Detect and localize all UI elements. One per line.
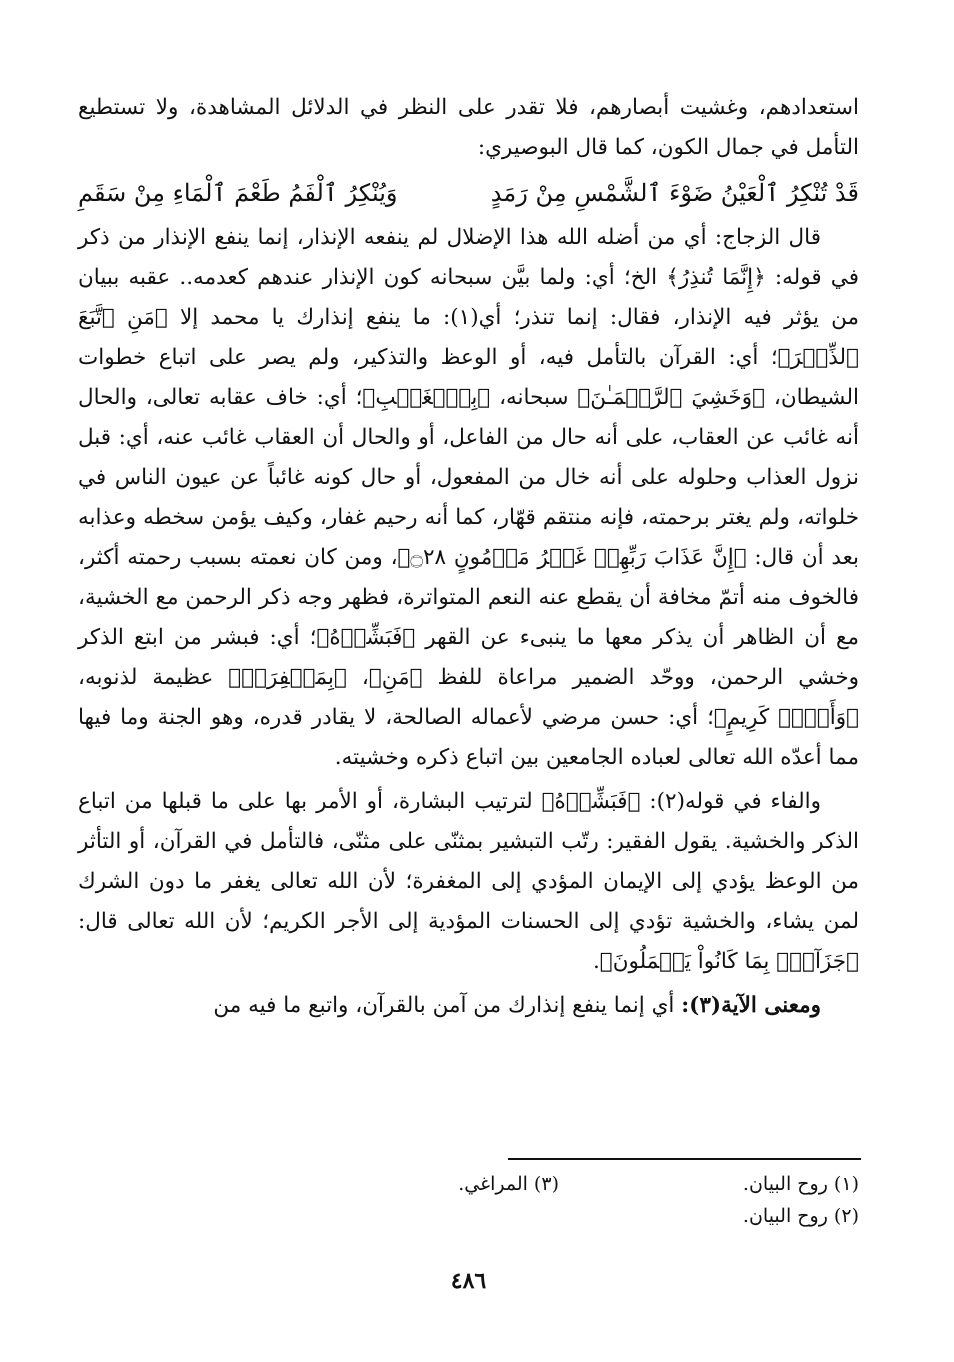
poetry-verse [78, 170, 859, 216]
paragraph-intro: استعدادهم، وغشيت أبصارهم، فلا تقدر على النظر في الدلائل المشاهدة، ولا تستطيع التأمل في جمال الكون، كما قال البوصيري: [78, 95, 859, 160]
footnote-3: (٣) المراغي. [458, 1173, 559, 1195]
verse-first-hemistich: قَدْ تُنْكِرُ ٱلْعَيْنُ ضَوْءَ ٱلشَّمْسِ مِنْ رَمَدٍ [490, 179, 859, 207]
page-number: ٤٨٦ [450, 1268, 487, 1294]
footnote-divider [508, 1158, 861, 1160]
footnote-1: (١) روح البيان. [742, 1173, 859, 1195]
paragraph-fa: والفاء في قوله(٢): ﴿فَبَشِّرۡهُ﴾ لترتيب البشارة، أو الأمر بها على ما قبلها من اتباع الذكر والخشية. يقول الفقير: رتّب التبشير بمثنّى على مثنّى، فالتأمل في القرآن، أو التأثر من الوعظ يؤدي إلى الإيمان المؤدي إلى المغفرة؛ لأن الله تعالى يغفر ما دون الشرك لمن يشاء، والخشية تؤدي إلى الحسنات المؤدية إلى الأجر الكريم؛ لأن الله تعالى قال: ﴿جَزَآءَۢ بِمَا كَانُواْ يَعۡمَلُونَ﴾. [78, 789, 859, 974]
page-body [78, 88, 859, 1302]
meaning-text: أي إنما ينفع إنذارك من آمن بالقرآن، واتبع ما فيه من [213, 993, 675, 1018]
footnotes [78, 1168, 859, 1232]
meaning-lead: ومعنى الآية(٣): [681, 993, 821, 1018]
footnote-2: (٢) روح البيان. [742, 1205, 859, 1227]
verse-second-hemistich: وَيُنْكِرُ ٱلْفَمُ طَعْمَ ٱلْمَاءِ مِنْ سَقَمِ [78, 179, 398, 207]
paragraph-meaning [78, 986, 859, 1026]
paragraph-zajjaj: قال الزجاج: أي من أضله الله هذا الإضلال لم ينفعه الإنذار، إنما ينفع الإنذار من ذكر في قوله: ﴿إِنَّمَا تُنذِرُ﴾ الخ؛ أي: ولما بيَّن سبحانه كون الإنذار عندهم كعدمه.. عقبه ببيان من يؤثر فيه الإنذار، فقال: إنما تنذر؛ أي(١): ما ينفع إنذارك يا محمد إلا ﴿مَنِ ٱتَّبَعَ ٱلذِّكۡرَ﴾؛ أي: القرآن بالتأمل فيه، أو الوعظ والتذكير، ولم يصر على اتباع خطوات الشيطان، ﴿وَخَشِيَ ٱلرَّحۡمَـٰنَ﴾ سبحانه، ﴿بِٱلۡغَيۡبِ﴾؛ أي: خاف عقابه تعالى، والحال أنه غائب عن العقاب، على أنه حال من الفاعل، أو والحال أن العقاب غائب عنه، أي: قبل نزول العذاب وحلوله على أنه خال من المفعول، أو حال كونه غائباً عن عيون الناس في خلواته، ولم يغتر برحمته، فإنه منتقم قهّار، كما أنه رحيم غفار، وكيف يؤمن سخطه وعذابه بعد أن قال: ﴿إِنَّ عَذَابَ رَبِّهِمۡ غَيۡرُ مَأۡمُونٍ ۝٢٨﴾، ومن كان نعمته بسبب رحمته أكثر، فالخوف منه أتمّ مخافة أن يقطع عنه النعم المتواترة، فظهر وجه ذكر الرحمن مع الخشية، مع أن الظاهر أن يذكر معها ما ينبىء عن القهر ﴿فَبَشِّرۡهُ﴾؛ أي: فبشر من ابتع الذكر وخشي الرحمن، ووحّد الضمير مراعاة للفظ ﴿مَنِ﴾، ﴿بِمَغۡفِرَةٖ﴾ عظيمة لذنوبه، ﴿وَأَجۡرٖ كَرِيمٍ﴾؛ أي: حسن مرضي لأعماله الصالحة، لا يقادر قدره، وهو الجنة وما فيها مما أعدّه الله تعالى لعباده الجامعين بين اتباع ذكره وخشيته. [78, 225, 859, 770]
